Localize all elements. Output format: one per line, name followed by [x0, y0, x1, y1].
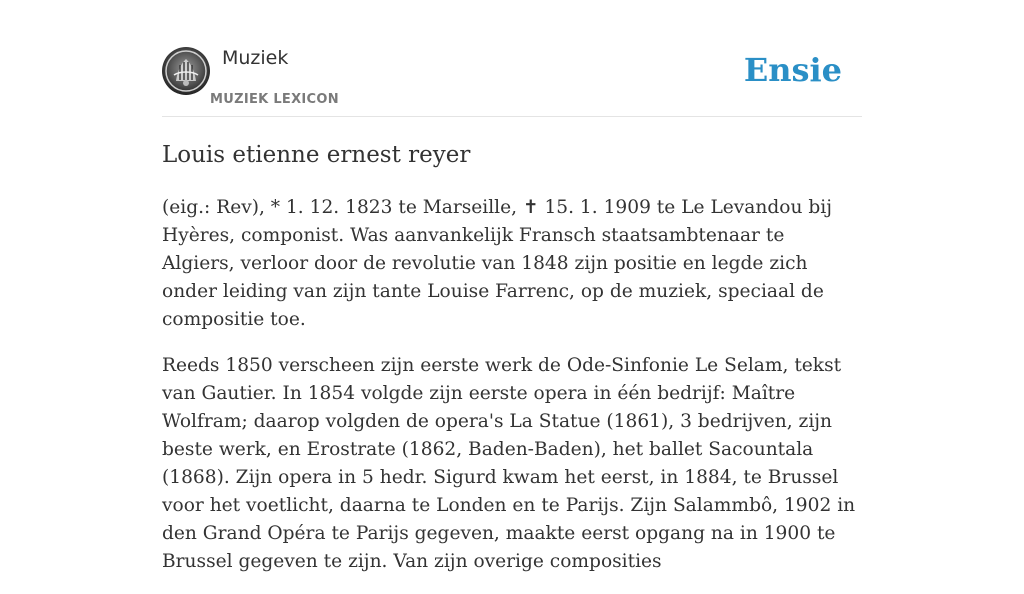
music-emblem-icon [162, 47, 210, 95]
source-name-link[interactable]: Muziek [222, 47, 289, 69]
source-subtitle: MUZIEK LEXICON [210, 92, 339, 107]
page-title: Louis etienne ernest reyer [162, 142, 471, 168]
article-paragraph: (eig.: Rev), * 1. 12. 1823 te Marseille, ✝ 15. 1. 1909 te Le Levandou bij Hyères, componist. Was aanvankelijk Fransch staatsambtenaar te Algiers, verloor door de revolutie van 1848 zijn positie en legde zich onder leiding van zijn tante Louise Farrenc, op de muziek, speciaal de compositie toe. [162, 197, 832, 330]
brand-logo-link[interactable]: Ensie [743, 51, 842, 89]
article [162, 138, 862, 594]
header [162, 0, 862, 117]
source-avatar[interactable] [162, 47, 210, 95]
article-paragraph: Reeds 1850 verscheen zijn eerste werk de Ode-Sinfonie Le Selam, tekst van Gautier. In 1854 volgde zijn eerste opera in één bedrijf: Maître Wolfram; daarop volgden de opera's La Statue (1861), 3 bedrijven, zijn beste werk, en Erostrate (1862, Baden-Baden), het ballet Sacountala (1868). Zijn opera in 5 hedr. Sigurd kwam het eerst, in 1884, te Brussel voor het voetlicht, daarna te Londen en te Parijs. Zijn Salammbô, 1902 in den Grand Opéra te Parijs gegeven, maakte eerst opgang na in 1900 te Brussel gegeven te zijn. Van zijn overige composities [162, 355, 856, 572]
